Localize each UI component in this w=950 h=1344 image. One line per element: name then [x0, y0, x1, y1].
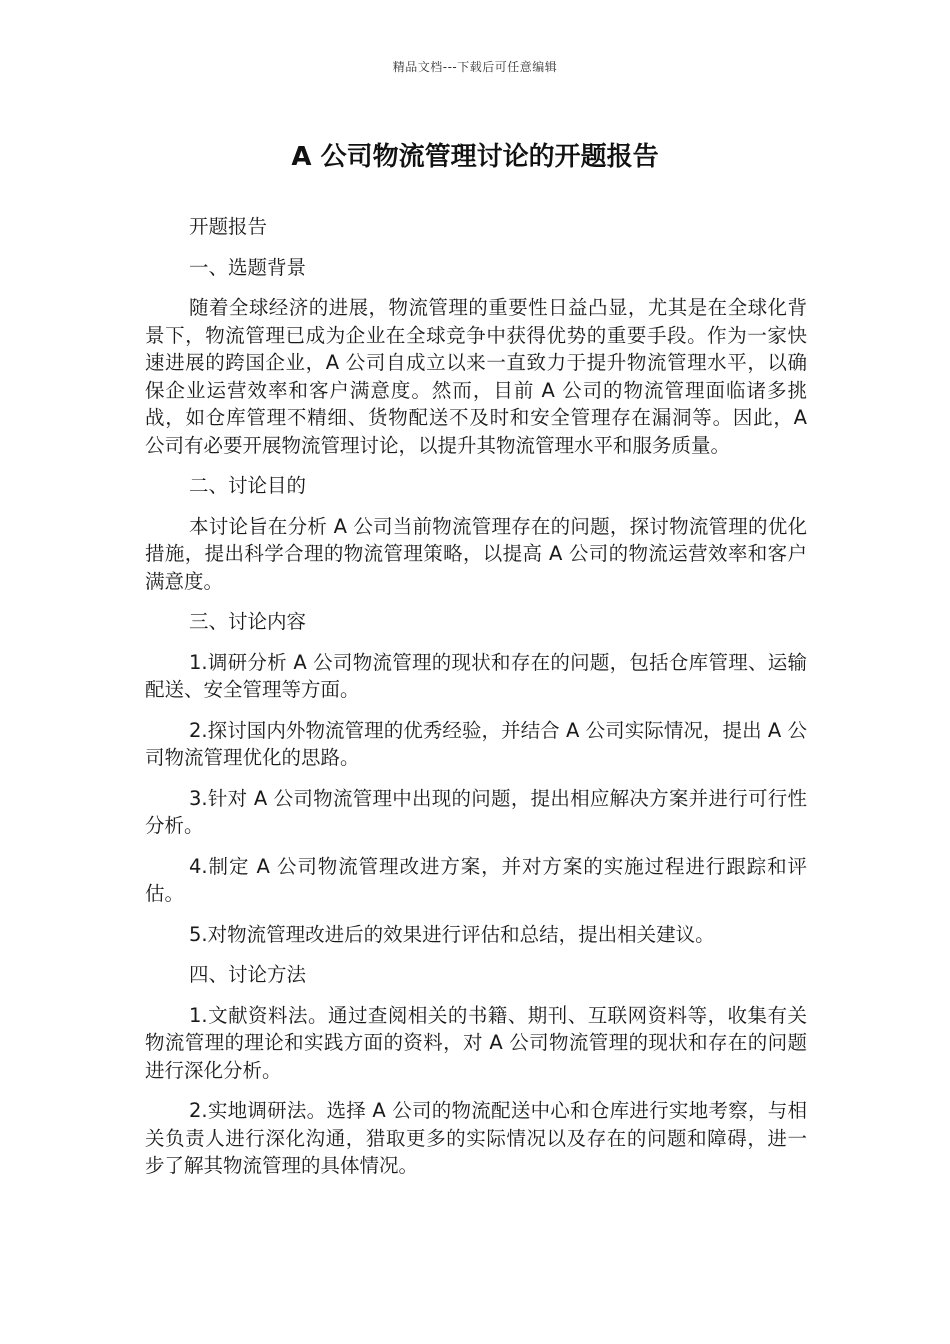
content-item-5: 5.对物流管理改进后的效果进行评估和总结，提出相关建议。 [189, 922, 715, 946]
section-label-report: 开题报告 [189, 215, 268, 238]
section-heading-methods: 四、讨论方法 [189, 963, 307, 986]
content-item-4: 4.制定 A 公司物流管理改进方案，并对方案的实施过程进行跟踪和评估。 [145, 854, 807, 905]
method-item-1: 1.文献资料法。通过查阅相关的书籍、期刊、互联网资料等，收集有关物流管理的理论和实践方面的资料，对 A 公司物流管理的现状和存在的问题进行深化分析。 [145, 1003, 807, 1082]
section-heading-background: 一、选题背景 [189, 255, 307, 279]
content-item-3: 3.针对 A 公司物流管理中出现的问题，提出相应解决方案并进行可行性分析。 [145, 786, 807, 837]
content-item-1: 1.调研分析 A 公司物流管理的现状和存在的问题，包括仓库管理、运输配送、安全管理等方面。 [145, 650, 807, 701]
paragraph-background: 随着全球经济的进展，物流管理的重要性日益凸显，尤其是在全球化背景下，物流管理已成为企业在全球竞争中获得优势的重要手段。作为一家快速进展的跨国企业，A 公司自成立以来一直致力于提升物流管理水平，以确保企业运营效率和客户满意度。然而，目前 A 公司的物流管理面临诸多挑战，如仓库管理不精细、货物配送不及时和安全管理存在漏洞等。因此，A 公司有必要开展物流管理讨论，以提升其物流管理水平和服务质量。 [145, 296, 807, 457]
section-heading-content: 三、讨论内容 [189, 610, 307, 633]
paragraph-purpose: 本讨论旨在分析 A 公司当前物流管理存在的问题，探讨物流管理的优化措施，提出科学合理的物流管理策略，以提高 A 公司的物流运营效率和客户满意度。 [145, 514, 807, 593]
header-note: 精品文档---下载后可任意编辑 [392, 60, 558, 74]
content-item-2: 2.探讨国内外物流管理的优秀经验，并结合 A 公司实际情况，提出 A 公司物流管理优化的思路。 [145, 718, 807, 769]
section-heading-purpose: 二、讨论目的 [189, 474, 307, 497]
document-body [145, 213, 807, 1193]
document-title: A 公司物流管理讨论的开题报告 [291, 142, 659, 172]
method-item-2: 2.实地调研法。选择 A 公司的物流配送中心和仓库进行实地考察，与相关负责人进行深化沟通，猎取更多的实际情况以及存在的问题和障碍，进一步了解其物流管理的具体情况。 [145, 1099, 807, 1177]
